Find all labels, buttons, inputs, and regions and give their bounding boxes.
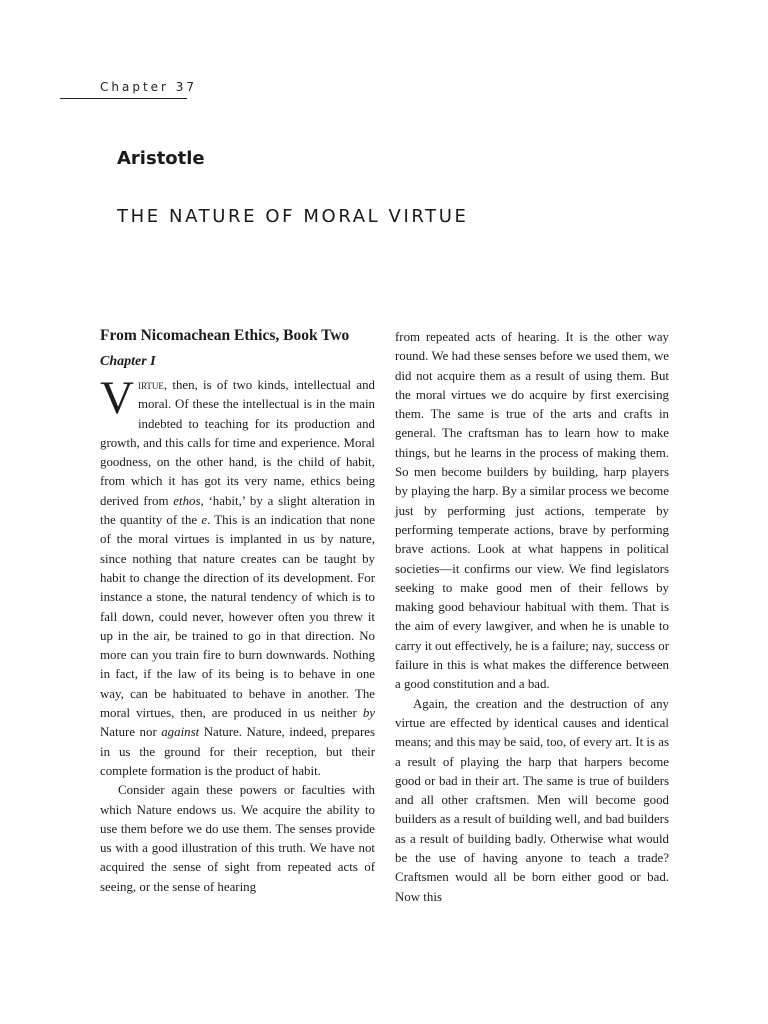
paragraph-1-text-a: , then, is of two kinds, intellectual and moral. Of these the intellectual is in the main indebted to teaching for its production and growth, and this calls for time and experience. Moral goodness, on the other hand, is the child of habit, from which it has got its very name, ethics being derived from [100, 378, 375, 508]
paragraph-1-text-d: Nature nor [100, 725, 162, 740]
italic-e: e [201, 513, 208, 528]
chapter-label: Chapter 37 [100, 80, 198, 94]
paragraph-4: Again, the creation and the destruction of any virtue are effected by identical causes and identical means; and this may be said, too, of every art. It is as a result of playing the harp that harpers become good or bad in their art. The same is true of builders and all other craftsmen. Men will become good builders as a result of building well, and bad builders as a result of building badly. Otherwise what would be the use of having anyone to teach a trade? Craftsmen would all be born either good or bad. Now this [395, 696, 669, 904]
chapter-rule [60, 98, 187, 99]
paragraph-1-text-c: . This is an indication that none of the moral virtues is implanted in us by nature, since nothing that nature creates can be taught by habit to change the direction of its development. For instance a stone, the natural tendency of which is to fall down, could never, however often you threw it up in the air, be trained to go in that direction. No more can you train fire to burn downwards. Nothing in fact, if the law of its being is to behave in one way, can be habituated to behave in another. The moral virtues, then, are produced in us neither [100, 513, 376, 721]
paragraph-1-text-b: , ‘habit,’ by a slight alteration in the quantity of the [100, 493, 375, 528]
paragraph-1-text-e: Nature. Nature, indeed, prepares in us the ground for their reception, but their complete formation is the product of habit. [100, 725, 375, 778]
paragraph-3: from repeated acts of hearing. It is the other way round. We had these senses before we used them, we did not acquire them as a result of using them. But the moral virtues we do acquire by first exercising them. The same is true of the arts and crafts in general. The craftsman has to learn how to make things, but he learns in the process of making them. So men become builders by building, harp players by playing the harp. By a similar process we become just by performing just actions, temperate by performing temperate actions, brave by performing brave actions. Look at what happens in political societies—it confirms our view. We find legislators seeking to make good men of their fellows by making good behaviour habitual with them. That is the aim of every lawgiver, and when he is unable to carry it out effectively, he is a failure; nay, success or failure in this is what makes the difference between a good constitution and a bad. [395, 330, 669, 692]
paragraph-2: Consider again these powers or faculties with which Nature endows us. We acquire the ability to use them before we do use them. The senses provide us with a good illustration of this truth. We have not acquired the sense of sight from repeated acts of seeing, or the sense of hearing [100, 783, 375, 894]
chapter-title: THE NATURE OF MORAL VIRTUE [117, 206, 469, 227]
author-name: Aristotle [117, 148, 205, 169]
italic-ethos: ethos [173, 493, 201, 508]
lead-word: irtue [137, 378, 164, 392]
section-heading: Chapter I [100, 354, 156, 369]
right-column [395, 328, 669, 907]
italic-by: by [362, 706, 375, 721]
source-heading: From Nicomachean Ethics, Book Two [100, 327, 350, 344]
paragraph-1 [100, 372, 376, 781]
drop-cap: V [100, 372, 134, 424]
left-column [100, 326, 375, 897]
italic-against: against [161, 725, 200, 740]
